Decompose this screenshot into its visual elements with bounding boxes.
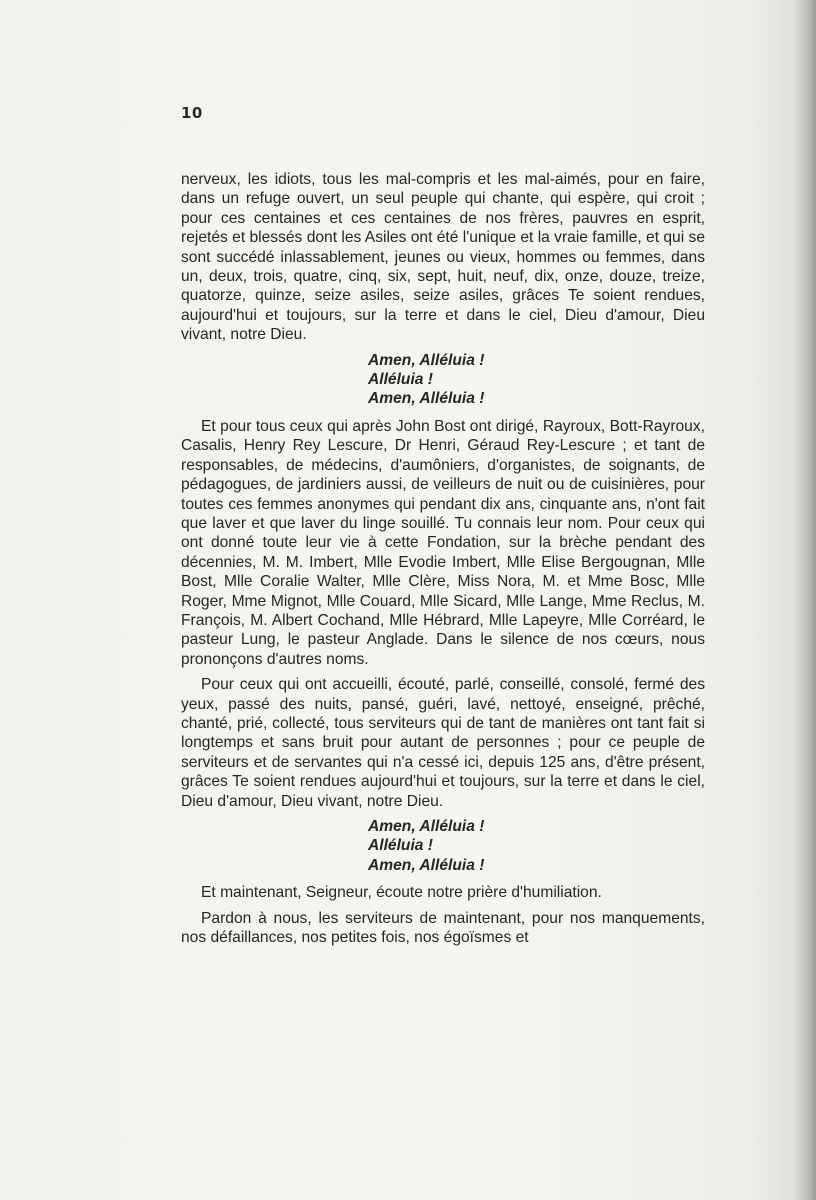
paragraph-1: nerveux, les idiots, tous les mal-compris et les mal-aimés, pour en faire, dans un refuge ouvert, un seul peuple qui chante, qui espère, qui croit ; pour ces centaines et ces centaines de nos frères, pauvres en esprit, rejetés et blessés dont les Asiles ont été l'unique et la vraie famille, et qui se sont succédé inlassablement, jeunes ou vieux, hommes ou femmes, dans un, deux, trois, quatre, cinq, six, sept, huit, neuf, dix, onze, douze, treize, quatorze, quinze, seize asiles, seize asiles, grâces Te soient rendues, aujourd'hui et toujours, sur la terre et dans le ciel, Dieu d'amour, Dieu vivant, notre Dieu. [181, 171, 705, 344]
refrain-line-3: Amen, Alléluia ! [368, 390, 485, 408]
paragraph-4: Et maintenant, Seigneur, écoute notre prière d'humiliation. [201, 884, 602, 902]
refrain-line-1: Amen, Alléluia ! [368, 818, 485, 835]
paragraph-3: Pour ceux qui ont accueilli, écouté, parlé, conseillé, consolé, fermé des yeux, passé des nuits, pansé, guéri, lavé, nettoyé, enseigné, prêché, chanté, prié, collecté, tous serviteurs qui de tant de manières ont tant fait si longtemps et sans bruit pour autant de personnes ; pour ce peuple de serviteurs et de servantes qui n'a cessé ici, depuis 125 ans, d'être présent, grâces Te soient rendues aujourd'hui et toujours, sur la terre et dans le ciel, Dieu d'amour, Dieu vivant, notre Dieu. [181, 676, 705, 810]
refrain-2 [368, 817, 705, 875]
body-text [181, 170, 705, 953]
refrain-line-3: Amen, Alléluia ! [368, 856, 485, 874]
paragraph-5: Pardon à nous, les serviteurs de maintenant, pour nos manquements, nos défaillances, nos petites fois, nos égoïsmes et [181, 909, 705, 947]
refrain-line-2: Alléluia ! [368, 371, 433, 389]
paragraph-2: Et pour tous ceux qui après John Bost ont dirigé, Rayroux, Bott-Rayroux, Casalis, Henry Rey Lescure, Dr Henri, Géraud Rey-Lescure ; et tant de responsables, de médecins, d'aumôniers, d'organistes, de soignants, de pédagogues, de jardiniers aussi, de veilleurs de nuit ou de cuisinières, pour toutes ces femmes anonymes qui pendant dix ans, cinquante ans, n'ont fait que laver et que laver du linge souillé. Tu connais leur nom. Pour ceux qui ont donné toute leur vie à cette Fondation, sur la brèche pendant des décennies, M. M. Imbert, Mlle Evodie Imbert, Mlle Elise Bergougnan, Mlle Bost, Mlle Coralie Walter, Mlle Clère, Miss Nora, M. et Mme Bosc, Mlle Roger, Mme Mignot, Mlle Couard, Mlle Sicard, Mlle Lange, Mme Reclus, M. François, M. Albert Cochand, Mlle Hébrard, Mlle Lapeyre, Mlle Corréard, le pasteur Lung, le pasteur Anglade. Dans le silence de nos cœurs, nous prononçons d'autres noms. [181, 417, 705, 668]
page-edge-shadow [794, 0, 816, 1200]
page-number: 10 [181, 104, 203, 122]
refrain-line-1: Amen, Alléluia ! [368, 351, 485, 369]
refrain-line-2: Alléluia ! [368, 837, 433, 855]
refrain-1 [368, 351, 705, 409]
